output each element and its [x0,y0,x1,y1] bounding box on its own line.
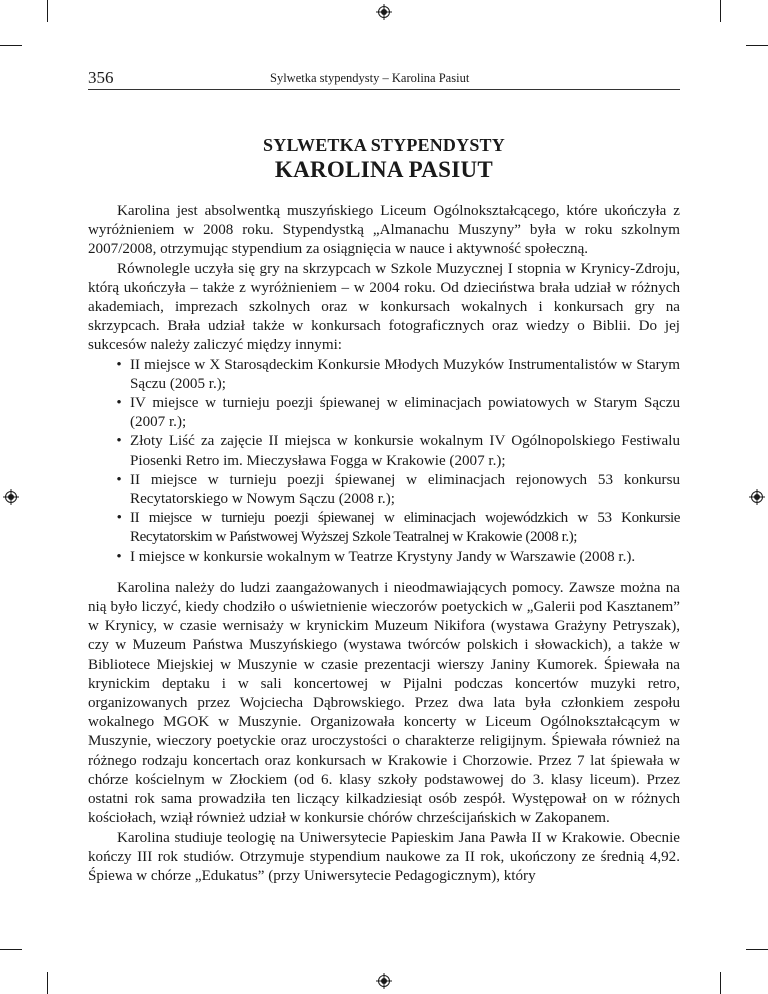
bullet-icon: • [116,395,122,412]
list-item-text: I miejsce w konkursie wokalnym w Teatrze Krystyny Jandy w Warszawie (2008 r.). [130,548,636,565]
section-gap [88,567,680,579]
registration-mark-icon [3,489,19,505]
bullet-icon: • [116,356,122,373]
list-item-text: II miejsce w turnieju poezji śpiewanej w eliminacjach wojewódzkich w 53 Konkursie Recytatorskim w Państwowej Wyższej Szkole Teatralnej w Krakowie (2008 r.); [130,510,680,546]
bullet-icon: • [116,510,122,527]
paragraph: Równolegle uczyła się gry na skrzypcach w Szkole Muzycznej I stopnia w Krynicy-Zdroju, którą ukończyła – także z wyróżnieniem – w 2004 roku. Od dzieciństwa brała udział w różnych akademiach, imprezach szkolnych oraz w konkursach wokalnych i konkursach gry na skrzypcach. Brała udział także w konkursach fotograficznych oraz wiedzy o Biblii. Do jej sukcesów należy zaliczyć między innymi: [88,260,680,354]
running-head: Sylwetka stypendysty – Karolina Pasiut [270,71,470,85]
article-title [88,134,680,184]
crop-mark [0,949,22,950]
crop-mark [47,972,48,994]
list-item-text: II miejsce w turnieju poezji śpiewanej w eliminacjach rejonowych 53 konkursu Recytatorskiego w Nowym Sączu (2008 r.); [130,471,680,508]
list-item [88,509,680,547]
title-line-2: KAROLINA PASIUT [274,157,494,182]
list-item [88,548,680,567]
page-header [88,68,680,88]
bullet-icon: • [116,471,122,488]
registration-mark-icon [376,4,392,20]
title-line-1: SYLWETKA STYPENDYSTY [263,135,505,155]
crop-mark [720,972,721,994]
paragraph: Karolina należy do ludzi zaangażowanych i nieodmawiających pomocy. Zawsze można na nią było liczyć, kiedy chodziło o uświetnienie wieczorów poetyckich w „Galerii pod Kasztanem” w Krynicy, w czasie wernisaży w krynickim Muzeum Nikifora (wystawa Grażyny Petryszak), czy w Muzeum Państwa Muszyńskiego (wystawa twórców polskich i słowackich), a także w Bibliotece Miejskiej w Muszynie w czasie prezentacji wierszy Janiny Kumorek. Śpiewała na krynickim deptaku i w sali koncertowej w Pijalni podczas koncertów muzyki retro, organizowanych przez Wojciecha Dąbrowskiego. Przez dwa lata była członkiem zespołu wokalnego MGOK w Muszynie. Organizowała koncerty w Liceum Ogólnokształcącym w Muszynie, wieczory poetyckie oraz uroczystości o charakterze religijnym. Śpiewała również na różnego rodzaju koncertach oraz konkursach w Krakowie i Chorzowie. Przez 7 lat śpiewała w chórze kościelnym w Złockiem (od 6. klasy szkoły podstawowej do 3. klasy liceum). Przez ostatni rok sama prowadziła ten liczący kilkadziesiąt osób zespół. Występował on w różnych kościołach, wziął również udział w konkursie chórów chrześcijańskich w Zakopanem. [88,579,680,827]
crop-mark [746,45,768,46]
header-rule [88,89,680,90]
registration-mark-icon [749,489,765,505]
list-item [88,356,680,394]
bullet-icon: • [116,548,122,565]
bullet-icon: • [116,433,122,450]
crop-mark [720,0,721,22]
page-number: 356 [88,68,114,87]
list-item [88,471,680,509]
paragraph: Karolina studiuje teologię na Uniwersytecie Papieskim Jana Pawła II w Krakowie. Obecnie kończy III rok studiów. Otrzymuje stypendium naukowe za II rok, ukończony ze średnią 4,92. Śpiewa w chórze „Edukatus” (przy Uniwersytecie Pedagogicznym), który [88,829,680,884]
list-item-text: Złoty Liść za zajęcie II miejsca w konkursie wokalnym IV Ogólnopolskiego Festiwalu Piosenki Retro im. Mieczysława Fogga w Krakowie (2007 r.); [130,433,680,469]
crop-mark [0,45,22,46]
achievement-list [88,356,680,567]
list-item-text: II miejsce w X Starosądeckim Konkursie Młodych Muzyków Instrumentalistów w Starym Sączu (2005 r.); [130,356,680,392]
list-item [88,394,680,432]
paragraph: Karolina jest absolwentką muszyńskiego Liceum Ogólnokształcącego, które ukończyła z wyróżnieniem w 2008 roku. Stypendystką „Almanachu Muszyny” była w roku szkolnym 2007/2008, otrzymując stypendium za osiągnięcia w nauce i aktywność społeczną. [88,203,680,258]
article-body [88,202,680,886]
registration-mark-icon [376,973,392,989]
crop-mark [47,0,48,22]
crop-mark [746,949,768,950]
list-item [88,432,680,470]
list-item-text: IV miejsce w turnieju poezji śpiewanej w eliminacjach powiatowych w Starym Sączu (2007 r.); [130,395,680,431]
